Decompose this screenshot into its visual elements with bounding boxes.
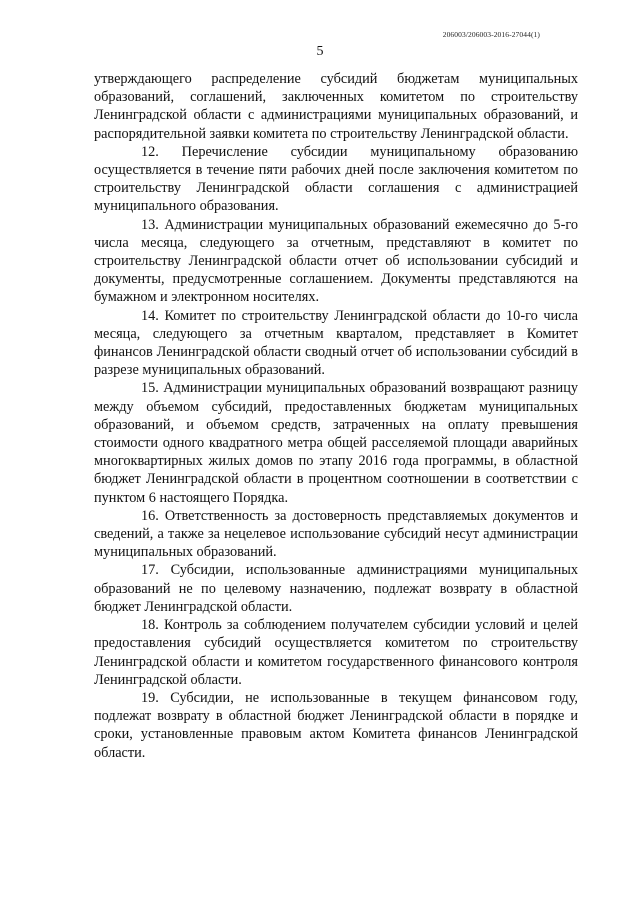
paragraph-14: 14. Комитет по строительству Ленинградской области до 10-го числа месяца, следующего за отчетным кварталом, представляет в Комитет финансов Ленинградской области сводный отчет об использовании субсидий в разрезе муниципальных образований.: [94, 307, 578, 379]
paragraph-11-continuation: утверждающего распределение субсидий бюджетам муниципальных образований, соглашений, заключенных комитетом по строительству Ленинградской области с администрациями муниципальных образований, и распорядительной заявки комитета по строительству Ленинградской области.: [94, 71, 578, 142]
paragraph-18: 18. Контроль за соблюдением получателем субсидии условий и целей предоставления субсидий осуществляется комитетом по строительству Ленинградской области и комитетом государственного финансового контроля Ленинградской области.: [94, 617, 578, 688]
paragraph-17: 17. Субсидии, использованные администрациями муниципальных образований не по целевому назначению, подлежат возврату в областной бюджет Ленинградской области.: [94, 562, 578, 615]
paragraph-16: 16. Ответственность за достоверность представляемых документов и сведений, а также за нецелевое использование субсидий несут администрации муниципальных образований.: [94, 507, 578, 561]
document-body: [94, 70, 578, 762]
paragraph-15: 15. Администрации муниципальных образований возвращают разницу между объемом субсидий, предоставленных бюджетам муниципальных образований, и объемом средств, затраченных на оплату превышения стоимости одного квадратного метра общей расселяемой площади аварийных многоквартирных жилых домов по этапу 2016 года программы, в областной бюджет Ленинградской области в процентном соотношении в соответствии с пунктом 6 настоящего Порядка.: [94, 380, 578, 506]
document-id: 206003/206003-2016-27044(1): [442, 30, 540, 39]
paragraph-12: 12. Перечисление субсидии муниципальному образованию осуществляется в течение пяти рабочих дней после заключения комитетом по строительству Ленинградской области соглашения с администрацией муниципального образования.: [94, 143, 578, 215]
paragraph-13: 13. Администрации муниципальных образований ежемесячно до 5-го числа месяца, следующего за отчетным, представляют в комитет по строительству Ленинградской области отчет об использовании субсидий и документы, предусмотренные соглашением. Документы представляются на бумажном и электронном носителях.: [94, 216, 578, 306]
page-number: 5: [316, 44, 324, 59]
paragraph-19: 19. Субсидии, не использованные в текущем финансовом году, подлежат возврату в областной бюджет Ленинградской области в порядке и сроки, установленные правовым актом Комитета финансов Ленинградской области.: [94, 689, 578, 761]
